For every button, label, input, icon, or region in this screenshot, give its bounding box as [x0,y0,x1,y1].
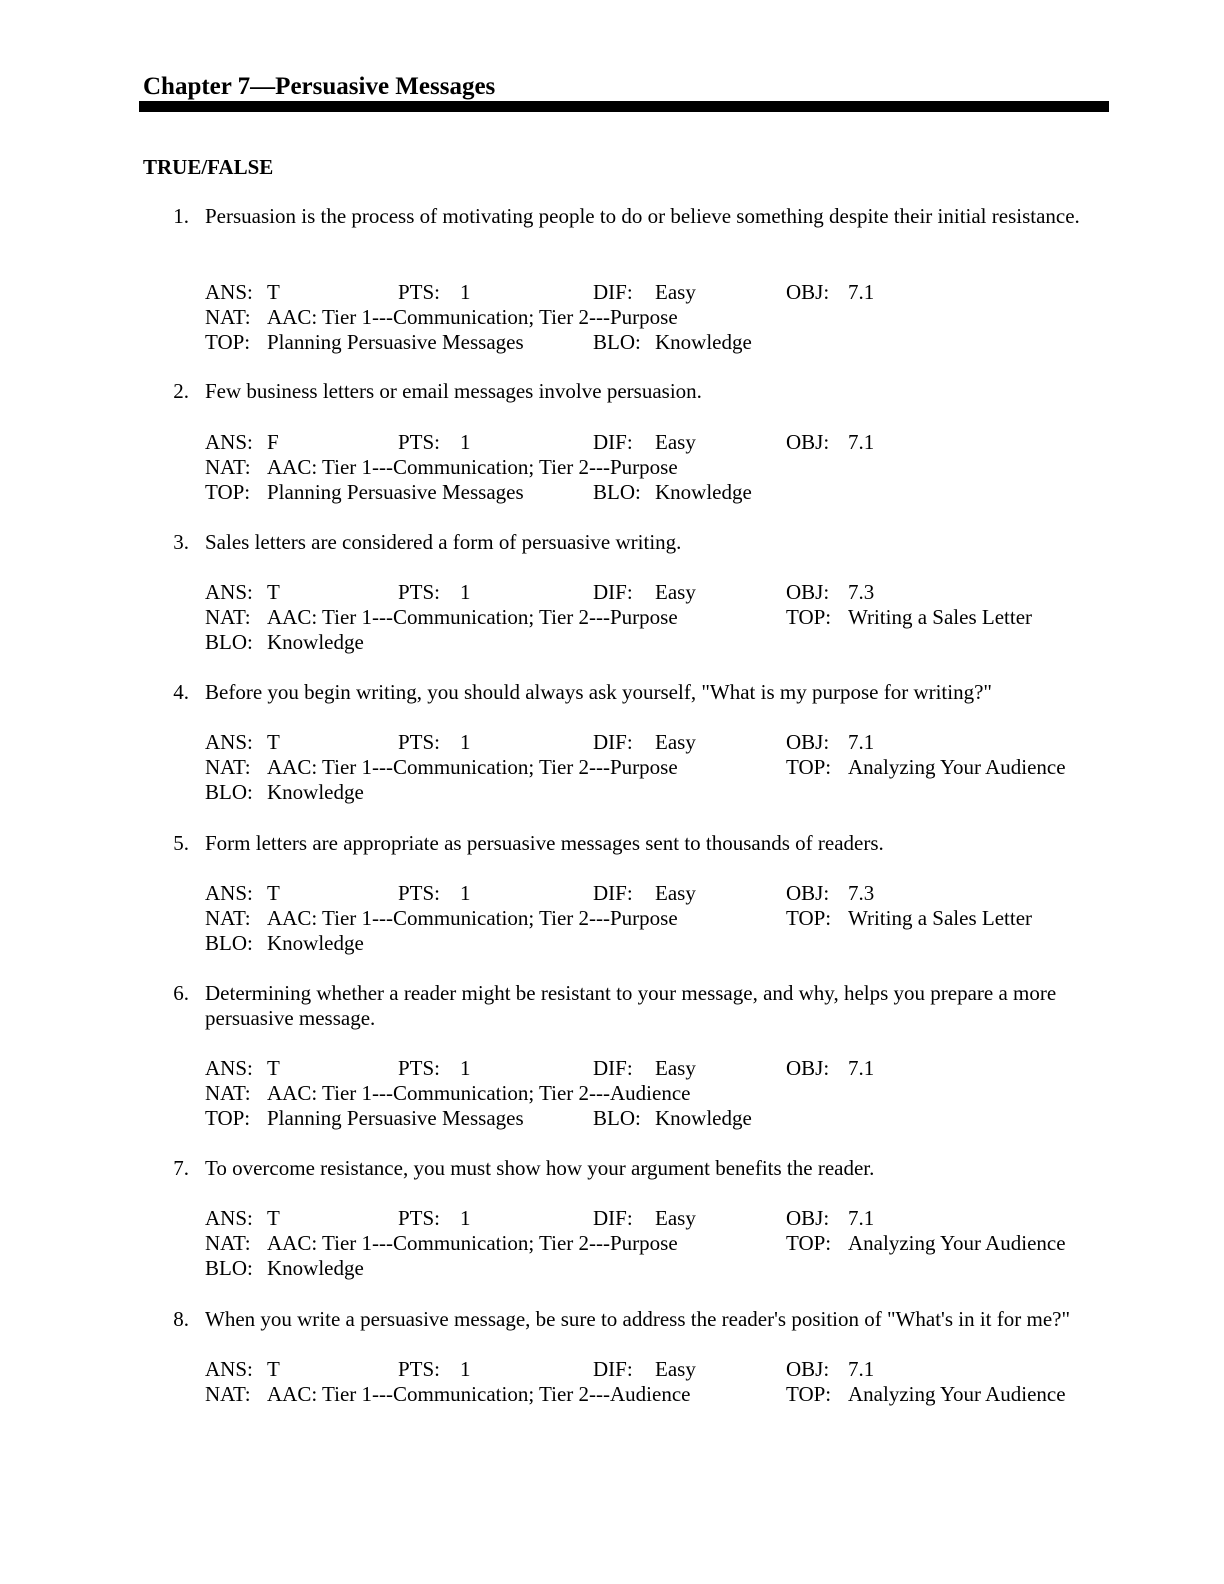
pts-field [398,280,471,305]
nat-field [205,1382,691,1407]
question-number: 4. [173,680,189,704]
obj-field [786,881,875,906]
blo-value: Knowledge [655,1106,752,1130]
pts-label: PTS: [398,580,441,604]
meta-row [205,330,1105,355]
meta-row [205,430,1105,455]
blo-field [205,780,364,805]
pts-value: 1 [460,580,471,604]
answer-meta [205,881,1105,956]
meta-row [205,906,1105,931]
top-label: TOP: [786,1382,832,1406]
meta-row [205,630,1105,655]
meta-row [205,605,1105,630]
top-field [786,1382,1066,1407]
nat-field [205,455,678,480]
top-field [786,755,1066,780]
dif-value: Easy [655,430,696,454]
blo-field [593,1106,752,1131]
question-text: Persuasion is the process of motivating people to do or believe something despite their initial resistance. [205,204,1080,228]
ans-field [205,881,280,906]
top-field [786,906,1033,931]
ans-label: ANS: [205,730,253,754]
pts-value: 1 [460,881,471,905]
question-text: Determining whether a reader might be resistant to your message, and why, helps you prepare a more persuasive message. [205,981,1057,1030]
obj-label: OBJ: [786,580,830,604]
obj-label: OBJ: [786,1206,830,1230]
blo-label: BLO: [205,780,253,804]
obj-field [786,730,875,755]
blo-label: BLO: [593,330,641,354]
obj-field [786,580,875,605]
blo-label: BLO: [205,1256,253,1280]
obj-label: OBJ: [786,280,830,304]
obj-label: OBJ: [786,430,830,454]
dif-field [593,730,696,755]
question-number: 6. [173,981,189,1005]
section-heading: TRUE/FALSE [143,155,274,179]
obj-value: 7.3 [848,580,875,604]
dif-field [593,881,696,906]
top-field [205,480,524,505]
pts-label: PTS: [398,881,441,905]
pts-value: 1 [460,430,471,454]
question-text: When you write a persuasive message, be sure to address the reader's position of "What's in it for me?" [205,1307,1071,1331]
meta-row [205,780,1105,805]
answer-meta [205,1056,1105,1131]
meta-row [205,1256,1105,1281]
ans-value: T [267,580,280,604]
pts-value: 1 [460,1206,471,1230]
top-label: TOP: [786,1231,832,1255]
nat-value: AAC: Tier 1---Communication; Tier 2---Purpose [267,605,678,629]
obj-value: 7.1 [848,730,875,754]
pts-label: PTS: [398,430,441,454]
obj-label: OBJ: [786,730,830,754]
meta-row [205,881,1105,906]
dif-value: Easy [655,1357,696,1381]
meta-row [205,580,1105,605]
obj-value: 7.1 [848,1357,875,1381]
nat-field [205,1081,691,1106]
ans-field [205,1056,280,1081]
question-text: Before you begin writing, you should always ask yourself, "What is my purpose for writing?" [205,680,992,704]
ans-field [205,1357,280,1382]
top-value: Writing a Sales Letter [848,906,1033,930]
pts-label: PTS: [398,280,441,304]
pts-field [398,1357,471,1382]
meta-row [205,1056,1105,1081]
nat-value: AAC: Tier 1---Communication; Tier 2---Purpose [267,906,678,930]
obj-value: 7.3 [848,881,875,905]
meta-row [205,280,1105,305]
nat-label: NAT: [205,455,251,479]
dif-field [593,1056,696,1081]
ans-label: ANS: [205,1357,253,1381]
chapter-title: Chapter 7—Persuasive Messages [143,73,496,100]
dif-label: DIF: [593,430,633,454]
ans-label: ANS: [205,1206,253,1230]
meta-row [205,730,1105,755]
top-field [205,1106,524,1131]
ans-value: T [267,280,280,304]
dif-value: Easy [655,280,696,304]
ans-value: T [267,1206,280,1230]
dif-field [593,280,696,305]
pts-label: PTS: [398,730,441,754]
dif-value: Easy [655,1056,696,1080]
nat-field [205,906,678,931]
nat-label: NAT: [205,755,251,779]
obj-field [786,430,875,455]
ans-field [205,730,280,755]
nat-field [205,1231,678,1256]
nat-value: AAC: Tier 1---Communication; Tier 2---Purpose [267,1231,678,1255]
blo-label: BLO: [205,630,253,654]
blo-field [205,630,364,655]
pts-value: 1 [460,280,471,304]
obj-label: OBJ: [786,1357,830,1381]
dif-label: DIF: [593,580,633,604]
question-text: Form letters are appropriate as persuasive messages sent to thousands of readers. [205,831,884,855]
answer-meta [205,1206,1105,1281]
ans-value: T [267,730,280,754]
meta-row [205,1382,1105,1407]
obj-field [786,280,875,305]
ans-value: T [267,1357,280,1381]
answer-meta [205,1357,1105,1407]
meta-row [205,1357,1105,1382]
meta-row [205,1231,1105,1256]
pts-value: 1 [460,1056,471,1080]
pts-value: 1 [460,1357,471,1381]
top-value: Analyzing Your Audience [848,755,1066,779]
answer-meta [205,430,1105,505]
obj-label: OBJ: [786,881,830,905]
top-field [786,605,1033,630]
meta-row [205,480,1105,505]
pts-value: 1 [460,730,471,754]
ans-field [205,580,280,605]
dif-label: DIF: [593,730,633,754]
meta-row [205,455,1105,480]
question-number: 2. [173,379,189,403]
dif-label: DIF: [593,1056,633,1080]
question-number: 1. [173,204,189,228]
question-text: Few business letters or email messages involve persuasion. [205,379,702,403]
pts-field [398,1056,471,1081]
ans-label: ANS: [205,1056,253,1080]
ans-value: F [267,430,279,454]
top-field [205,330,524,355]
dif-field [593,430,696,455]
answer-meta [205,730,1105,805]
dif-value: Easy [655,580,696,604]
nat-field [205,605,678,630]
top-value: Planning Persuasive Messages [267,330,524,354]
question-text: To overcome resistance, you must show how your argument benefits the reader. [205,1156,875,1180]
question-number: 8. [173,1307,189,1331]
ans-value: T [267,881,280,905]
question-number: 3. [173,530,189,554]
meta-row [205,755,1105,780]
dif-label: DIF: [593,1206,633,1230]
obj-value: 7.1 [848,1206,875,1230]
blo-label: BLO: [593,480,641,504]
top-value: Planning Persuasive Messages [267,1106,524,1130]
obj-value: 7.1 [848,1056,875,1080]
blo-field [593,330,752,355]
nat-label: NAT: [205,1382,251,1406]
ans-value: T [267,1056,280,1080]
dif-label: DIF: [593,881,633,905]
obj-field [786,1056,875,1081]
ans-label: ANS: [205,580,253,604]
nat-value: AAC: Tier 1---Communication; Tier 2---Audience [267,1081,691,1105]
nat-value: AAC: Tier 1---Communication; Tier 2---Purpose [267,455,678,479]
pts-label: PTS: [398,1056,441,1080]
obj-label: OBJ: [786,1056,830,1080]
nat-label: NAT: [205,305,251,329]
top-value: Analyzing Your Audience [848,1231,1066,1255]
pts-field [398,430,471,455]
nat-label: NAT: [205,906,251,930]
pts-field [398,1206,471,1231]
ans-label: ANS: [205,881,253,905]
nat-field [205,755,678,780]
top-value: Writing a Sales Letter [848,605,1033,629]
pts-label: PTS: [398,1357,441,1381]
meta-row [205,1081,1105,1106]
nat-label: NAT: [205,1231,251,1255]
blo-value: Knowledge [267,1256,364,1280]
title-rule [139,101,1109,112]
dif-value: Easy [655,730,696,754]
top-field [786,1231,1066,1256]
pts-field [398,730,471,755]
nat-value: AAC: Tier 1---Communication; Tier 2---Purpose [267,305,678,329]
dif-field [593,580,696,605]
top-label: TOP: [786,906,832,930]
pts-field [398,881,471,906]
ans-field [205,1206,280,1231]
blo-value: Knowledge [267,780,364,804]
answer-meta [205,580,1105,655]
dif-value: Easy [655,1206,696,1230]
blo-value: Knowledge [267,931,364,955]
top-label: TOP: [205,330,251,354]
question-text: Sales letters are considered a form of persuasive writing. [205,530,682,554]
nat-label: NAT: [205,1081,251,1105]
nat-field [205,305,678,330]
top-value: Planning Persuasive Messages [267,480,524,504]
answer-meta [205,280,1105,355]
nat-value: AAC: Tier 1---Communication; Tier 2---Audience [267,1382,691,1406]
obj-value: 7.1 [848,430,875,454]
top-label: TOP: [205,1106,251,1130]
pts-label: PTS: [398,1206,441,1230]
top-value: Analyzing Your Audience [848,1382,1066,1406]
pts-field [398,580,471,605]
dif-field [593,1206,696,1231]
blo-value: Knowledge [655,330,752,354]
obj-field [786,1357,875,1382]
dif-value: Easy [655,881,696,905]
blo-label: BLO: [593,1106,641,1130]
blo-value: Knowledge [267,630,364,654]
obj-field [786,1206,875,1231]
ans-field [205,280,280,305]
meta-row [205,305,1105,330]
top-label: TOP: [205,480,251,504]
top-label: TOP: [786,755,832,779]
question-number: 7. [173,1156,189,1180]
blo-label: BLO: [205,931,253,955]
meta-row [205,1106,1105,1131]
meta-row [205,1206,1105,1231]
ans-field [205,430,279,455]
dif-label: DIF: [593,1357,633,1381]
meta-row [205,931,1105,956]
nat-value: AAC: Tier 1---Communication; Tier 2---Purpose [267,755,678,779]
blo-field [205,931,364,956]
blo-field [205,1256,364,1281]
blo-value: Knowledge [655,480,752,504]
ans-label: ANS: [205,430,253,454]
ans-label: ANS: [205,280,253,304]
dif-label: DIF: [593,280,633,304]
blo-field [593,480,752,505]
top-label: TOP: [786,605,832,629]
nat-label: NAT: [205,605,251,629]
question-number: 5. [173,831,189,855]
obj-value: 7.1 [848,280,875,304]
dif-field [593,1357,696,1382]
